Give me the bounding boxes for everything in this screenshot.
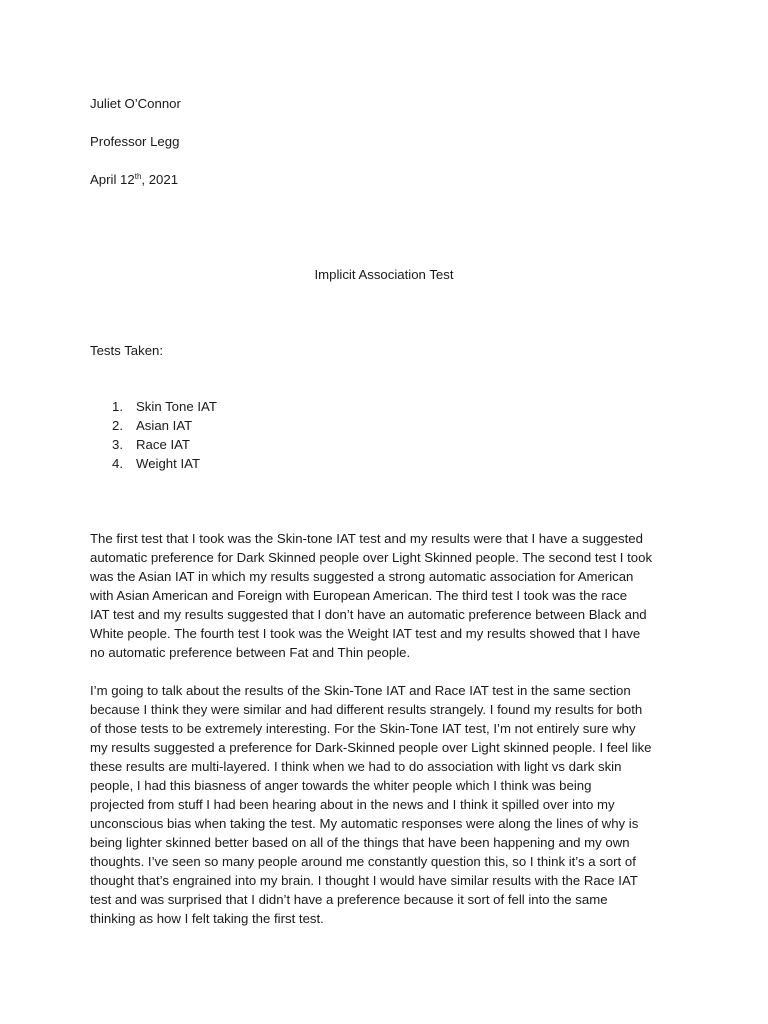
- document-title: Implicit Association Test: [314, 267, 454, 282]
- paragraph-line: unconscious bias when taking the test. My automatic responses were along the lines of why is: [90, 816, 639, 831]
- list-item-label: Race IAT: [136, 437, 190, 452]
- date-year: , 2021: [141, 172, 179, 187]
- paragraph-line: White people. The fourth test I took was the Weight IAT test and my results showed that I have: [90, 626, 641, 641]
- paragraph-2: [90, 681, 690, 928]
- document-date: [90, 170, 178, 189]
- paragraph-line: automatic preference for Dark Skinned people over Light Skinned people. The second test I took: [90, 550, 653, 565]
- list-item-label: Skin Tone IAT: [136, 399, 217, 414]
- paragraph-line: being lighter skinned better based on all of the things that have been happening and my own: [90, 835, 630, 850]
- author-name: Juliet O’Connor: [90, 96, 181, 111]
- paragraph-line: no automatic preference between Fat and Thin people.: [90, 645, 411, 660]
- list-item-label: Weight IAT: [136, 456, 201, 471]
- professor-name: Professor Legg: [90, 134, 180, 149]
- paragraph-1: [90, 529, 690, 662]
- paragraph-line: of those tests to be extremely interesting. For the Skin-Tone IAT test, I’m not entirely sure why: [90, 721, 636, 736]
- list-item-label: Asian IAT: [136, 418, 193, 433]
- paragraph-line: people, I had this biasness of anger towards the whiter people which I think was being: [90, 778, 592, 793]
- list-item-number: 4.: [112, 456, 123, 471]
- list-item-number: 1.: [112, 399, 123, 414]
- paragraph-line: my results suggested a preference for Dark-Skinned people over Light skinned people. I feel like: [90, 740, 652, 755]
- paragraph-line: was the Asian IAT in which my results suggested a strong automatic association for American: [90, 569, 634, 584]
- paragraph-line: thinking as how I felt taking the first test.: [90, 911, 324, 926]
- date-superscript: th: [134, 172, 142, 181]
- paragraph-line: I’m going to talk about the results of the Skin-Tone IAT and Race IAT test in the same section: [90, 683, 631, 698]
- paragraph-line: IAT test and my results suggested that I don’t have an automatic preference between Black and: [90, 607, 647, 622]
- paragraph-line: because I think they were similar and had different results strangely. I found my results for both: [90, 702, 643, 717]
- paragraph-line: projected from stuff I had been hearing about in the news and I think it spilled over into my: [90, 797, 615, 812]
- paragraph-line: test and was surprised that I didn’t have a preference because it sort of fell into the same: [90, 892, 608, 907]
- paragraph-line: The first test that I took was the Skin-tone IAT test and my results were that I have a suggested: [90, 531, 643, 546]
- list-item-number: 3.: [112, 437, 123, 452]
- date-main: April 12: [90, 172, 135, 187]
- paragraph-line: thought that’s engrained into my brain. I thought I would have similar results with the Race IAT: [90, 873, 638, 888]
- paragraph-line: thoughts. I’ve seen so many people around me constantly question this, so I think it’s a sort of: [90, 854, 636, 869]
- list-item-number: 2.: [112, 418, 123, 433]
- tests-heading: Tests Taken:: [90, 343, 164, 358]
- paragraph-line: with Asian American and Foreign with European American. The third test I took was the race: [90, 588, 628, 603]
- paragraph-line: these results are multi-layered. I think when we had to do association with light vs dark skin: [90, 759, 622, 774]
